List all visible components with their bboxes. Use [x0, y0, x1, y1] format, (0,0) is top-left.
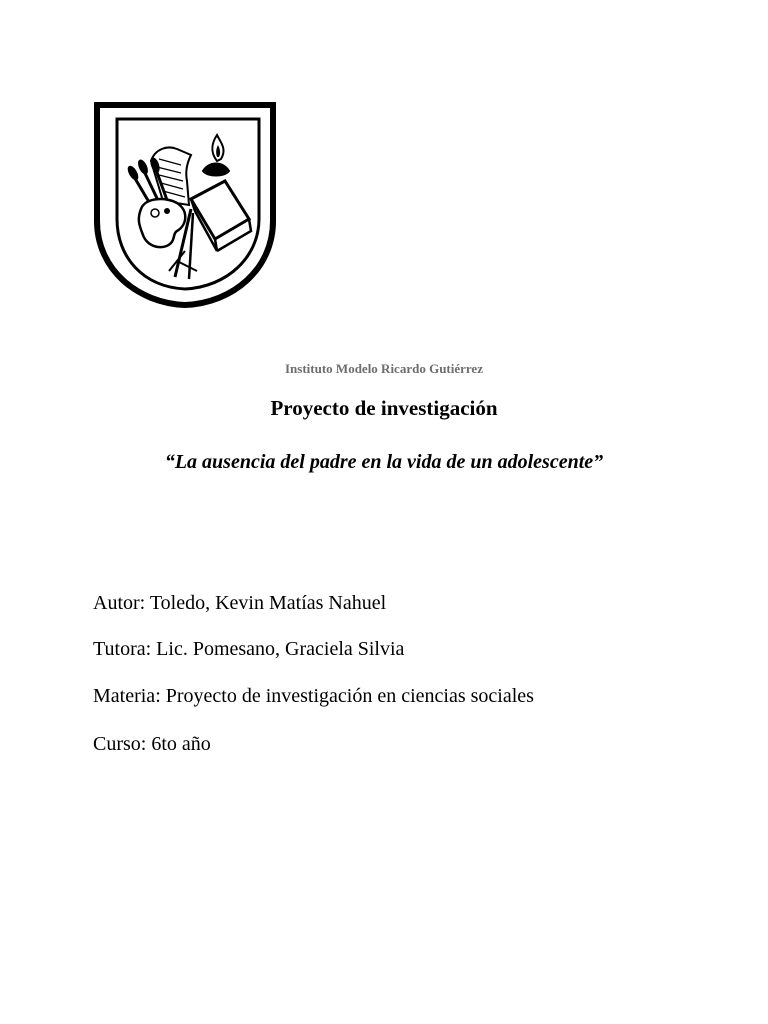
project-title: Proyecto de investigación [270, 396, 498, 420]
school-crest-icon [93, 101, 277, 309]
institute-name: Instituto Modelo Ricardo Gutiérrez [285, 361, 483, 376]
subject-line: Materia: Proyecto de investigación en ciencias sociales [93, 685, 534, 707]
tutor-line: Tutora: Lic. Pomesano, Graciela Silvia [93, 638, 405, 660]
author-line: Autor: Toledo, Kevin Matías Nahuel [93, 592, 387, 614]
course-line: Curso: 6to año [93, 733, 211, 755]
project-subtitle: “La ausencia del padre en la vida de un adolescente” [164, 451, 604, 473]
